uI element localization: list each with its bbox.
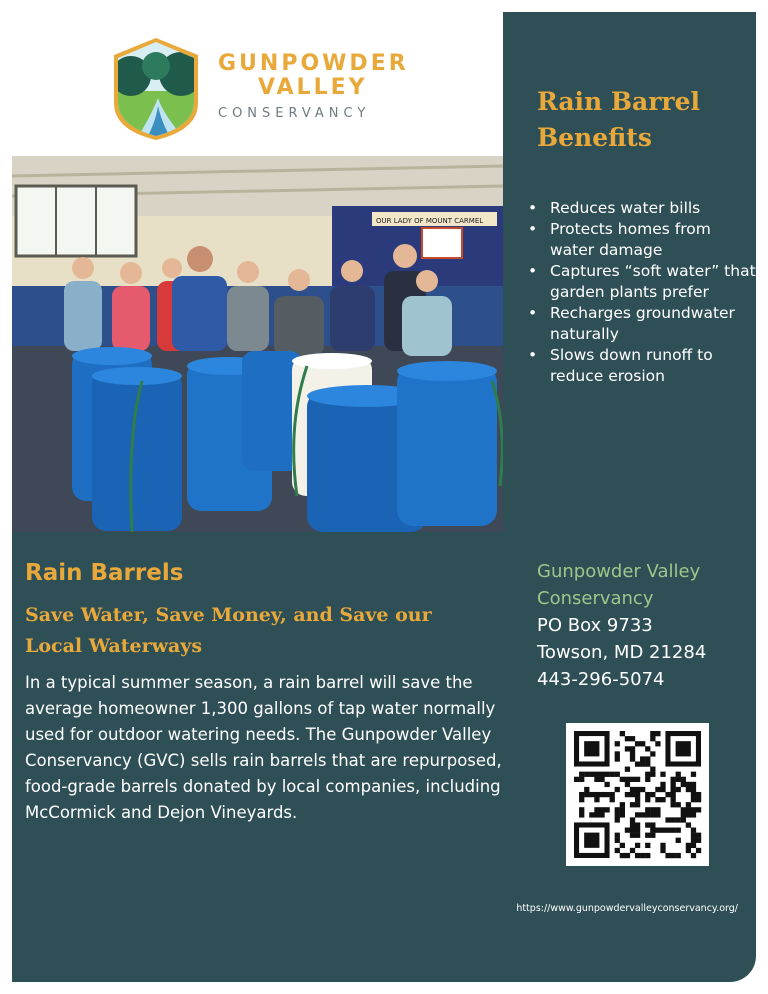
rain-barrels-subheading: Save Water, Save Money, and Save our Local Waterways [25,604,432,657]
qr-code[interactable] [566,723,709,866]
rain-barrels-heading: Rain Barrels [25,560,184,586]
logo-line-gunpowder: GUNPOWDER [218,51,409,76]
contact-block [537,558,752,693]
rain-barrels-body: In a typical summer season, a rain barrel will save the average homeowner 1,300 gallons of tap water normally used for outdoor watering needs. The Gunpowder Valley Conservancy (GVC) sells rain barrels that are repurposed, food-grade barrels donated by local companies, including McCormick and Dejon Vineyards. [25,673,502,822]
volunteers-photo [12,156,503,532]
logo-emblem-icon [106,36,206,140]
logo-line-conservancy: CONSERVANCY [218,106,371,121]
contact-city: Towson, MD 21284 [537,642,707,663]
benefit-item: • Recharges groundwater naturally [528,303,756,345]
qr-code-icon [566,723,709,866]
contact-org-name: Gunpowder Valley Conservancy [537,561,701,609]
logo-line-valley: VALLEY [258,75,368,100]
contact-phone[interactable]: 443-296-5074 [537,669,665,690]
benefit-item: • Captures “soft water” that garden plants prefer [528,261,756,303]
benefits-list [528,198,756,387]
logo-wordmark [218,52,409,121]
photo-banner-text: OUR LADY OF MOUNT CARMEL [376,217,484,225]
contact-po-box: PO Box 9733 [537,615,653,636]
volunteers-with-barrels-image [12,156,503,532]
benefit-item: • Slows down runoff to reduce erosion [528,345,756,387]
benefit-item: • Reduces water bills [528,198,756,219]
benefit-item: • Protects homes from water damage [528,219,756,261]
benefits-title: Rain Barrel Benefits [537,87,701,152]
website-url[interactable]: https://www.gunpowdervalleyconservancy.org/ [516,903,738,914]
